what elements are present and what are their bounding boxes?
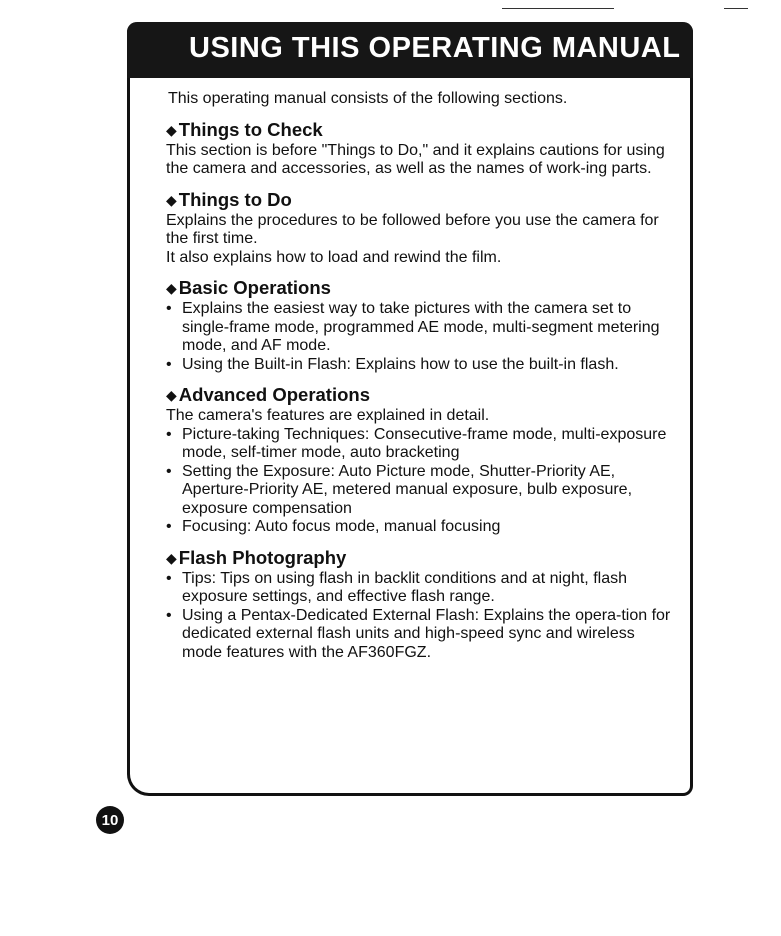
section-things-to-do bbox=[166, 189, 676, 268]
bullet-list bbox=[166, 570, 676, 663]
bullet-dot-icon: • bbox=[166, 355, 172, 373]
bullet-list bbox=[166, 426, 676, 537]
section-paragraph: This section is before "Things to Do," and it explains cautions for using the camera and accessories, as well as the names of work-ing parts. bbox=[166, 141, 665, 177]
page-title: USING THIS OPERATING MANUAL bbox=[189, 32, 681, 64]
section-advanced-operations bbox=[166, 384, 676, 537]
section-paragraph: Explains the procedures to be followed before you use the camera for the first time. bbox=[166, 211, 659, 247]
diamond-bullet-icon: ◆ bbox=[166, 191, 177, 208]
section-heading: ◆ Things to Do bbox=[166, 188, 292, 210]
diamond-bullet-icon: ◆ bbox=[166, 387, 177, 403]
section-things-to-check bbox=[166, 119, 676, 179]
content-body bbox=[166, 90, 676, 672]
list-item: • Picture-taking Techniques: Consecutive-frame mode, multi-exposure mode, self-timer mode, auto bracketing bbox=[166, 425, 667, 461]
diamond-bullet-icon: ◆ bbox=[166, 121, 177, 138]
list-item: • Tips: Tips on using flash in backlit conditions and at night, flash exposure settings, and effective flash range. bbox=[166, 569, 627, 605]
section-heading: ◆ Basic Operations bbox=[166, 277, 331, 298]
intro-text: This operating manual consists of the following sections. bbox=[168, 90, 568, 107]
section-heading: ◆ Flash Photography bbox=[166, 546, 347, 568]
section-header bbox=[127, 22, 693, 78]
page-number-badge: 10 bbox=[96, 806, 124, 834]
bullet-dot-icon: • bbox=[166, 606, 172, 624]
bullet-dot-icon: • bbox=[166, 462, 172, 480]
top-rule-short bbox=[724, 8, 748, 9]
diamond-bullet-icon: ◆ bbox=[166, 549, 177, 566]
section-paragraph: It also explains how to load and rewind the film. bbox=[166, 248, 502, 266]
list-item: • Explains the easiest way to take pictures with the camera set to single-frame mode, programmed AE mode, multi-segment metering mode, and AF mode. bbox=[166, 300, 660, 354]
bullet-dot-icon: • bbox=[166, 518, 172, 535]
section-heading: ◆ Things to Check bbox=[166, 118, 323, 140]
section-heading: ◆ Advanced Operations bbox=[166, 384, 370, 405]
top-rule bbox=[502, 8, 614, 9]
list-item: • Setting the Exposure: Auto Picture mode, Shutter-Priority AE, Aperture-Priority AE, metered manual exposure, bulb exposure, exposure compensation bbox=[166, 462, 633, 517]
section-basic-operations bbox=[166, 277, 676, 374]
list-item: • Using the Built-in Flash: Explains how to use the built-in flash. bbox=[166, 355, 619, 373]
section-paragraph: The camera's features are explained in detail. bbox=[166, 407, 490, 424]
bullet-dot-icon: • bbox=[166, 569, 172, 587]
list-item: • Focusing: Auto focus mode, manual focusing bbox=[166, 518, 501, 535]
bullet-dot-icon: • bbox=[166, 425, 172, 443]
diamond-bullet-icon: ◆ bbox=[166, 280, 177, 296]
section-flash-photography bbox=[166, 547, 676, 663]
bullet-list bbox=[166, 300, 676, 374]
list-item: • Using a Pentax-Dedicated External Flash: Explains the opera-tion for dedicated external flash units and high-speed sync and wireless mode features with the AF360FGZ. bbox=[166, 606, 671, 661]
bullet-dot-icon: • bbox=[166, 300, 172, 317]
